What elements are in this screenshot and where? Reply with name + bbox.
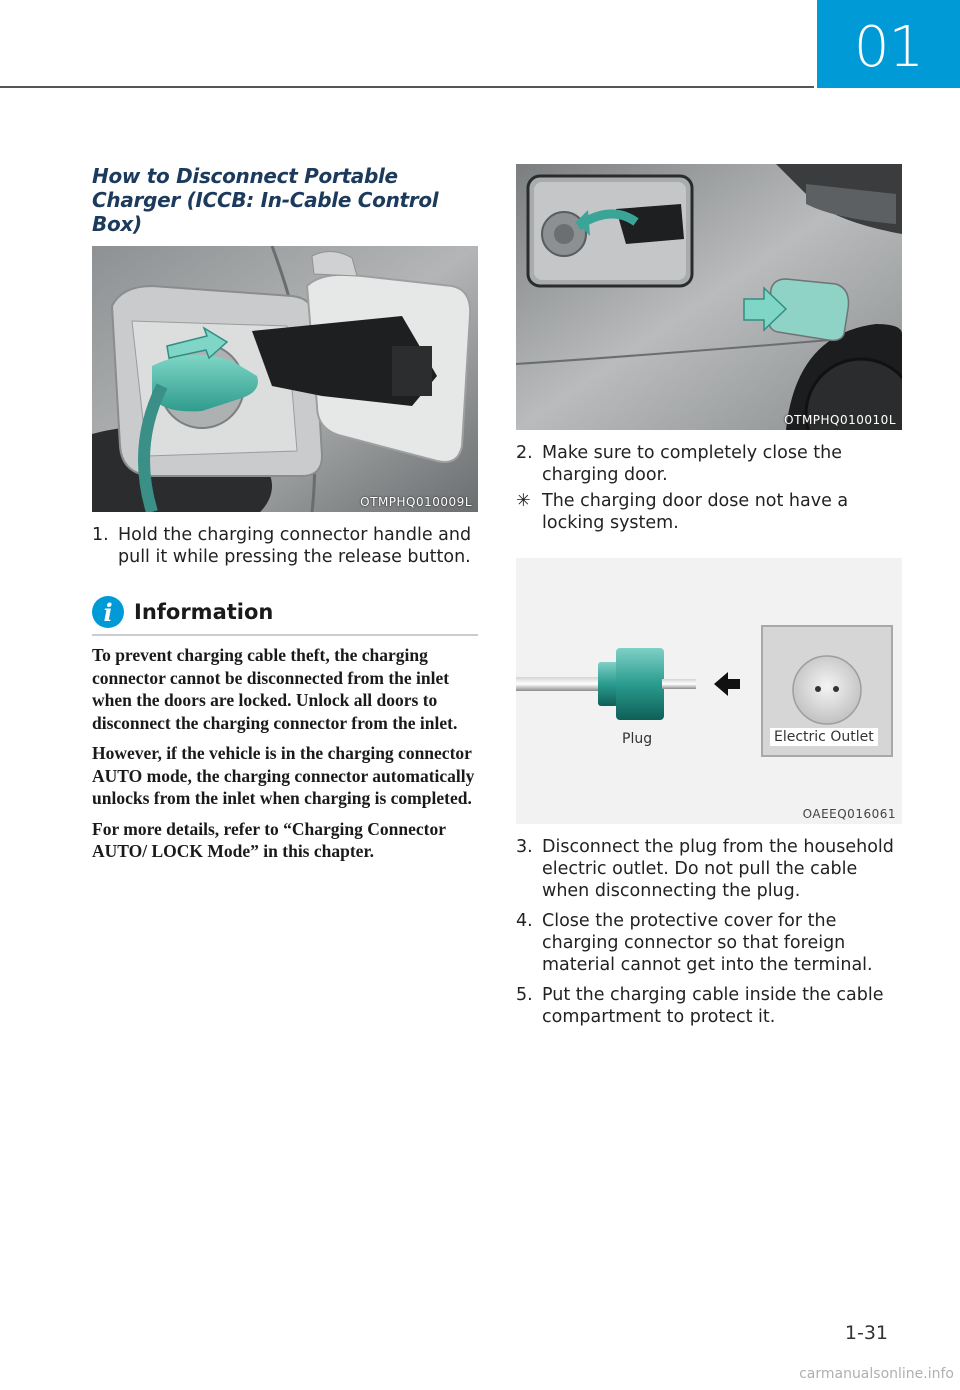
left-column [92,164,478,863]
information-rule [92,634,478,636]
step-number: 5. [516,985,533,1005]
outlet-label: Electric Outlet [770,728,878,746]
info-paragraph: For more details, refer to “Charging Connector AUTO/ LOCK Mode” in this chapter. [92,818,446,861]
plug-label: Plug [622,731,653,747]
info-icon: i [92,596,124,628]
step-5 [516,984,902,1028]
car-charging-port-illustration [92,246,478,512]
figure-disconnect-connector [92,246,478,512]
figure-code: OTMPHQ010009L [360,495,472,509]
figure-close-door [516,164,902,430]
info-paragraph: However, if the vehicle is in the charging connector AUTO mode, the charging connector automatically unlocks from the inlet when charging is completed. [92,743,475,808]
section-title: How to Disconnect Portable Charger (ICCB: In-Cable Control Box) [92,164,439,236]
plug-and-outlet-diagram [516,558,902,824]
header-rule [0,86,814,88]
note-text: The charging door dose not have a locking system. [542,491,849,533]
information-title: Information [134,600,274,624]
step-number: 2. [516,443,533,463]
info-paragraph: To prevent charging cable theft, the charging connector cannot be disconnected from the inlet when the doors are locked. Unlock all doors to disconnect the charging connector from the inlet. [92,645,458,733]
figure-plug-outlet [516,558,902,824]
information-header [92,596,478,628]
step-4 [516,910,902,976]
figure-code: OAEEQ016061 [802,807,896,821]
chapter-tab: 01 [817,0,960,88]
page-number: 1-31 [844,1322,888,1344]
car-rear-illustration [516,164,902,430]
step-text: Make sure to completely close the charging door. [542,443,843,485]
step-number: 3. [516,837,533,857]
figure-code: OTMPHQ010010L [784,413,896,427]
step-3 [516,836,902,902]
right-column [516,164,902,1028]
step-text: Disconnect the plug from the household electric outlet. Do not pull the cable when disconnecting the plug. [542,837,894,901]
step-text: Put the charging cable inside the cable compartment to protect it. [542,985,884,1027]
step-text: Close the protective cover for the charging connector so that foreign material cannot get into the terminal. [542,911,873,975]
step-1 [92,524,478,568]
watermark: carmanualsonline.info [799,1366,954,1382]
note [516,490,902,534]
step-text: Hold the charging connector handle and pull it while pressing the release button. [118,525,472,567]
step-2 [516,442,902,486]
step-number: 4. [516,911,533,931]
step-number: 1. [92,525,109,545]
information-body [92,644,478,863]
note-symbol: ✳ [516,491,531,511]
